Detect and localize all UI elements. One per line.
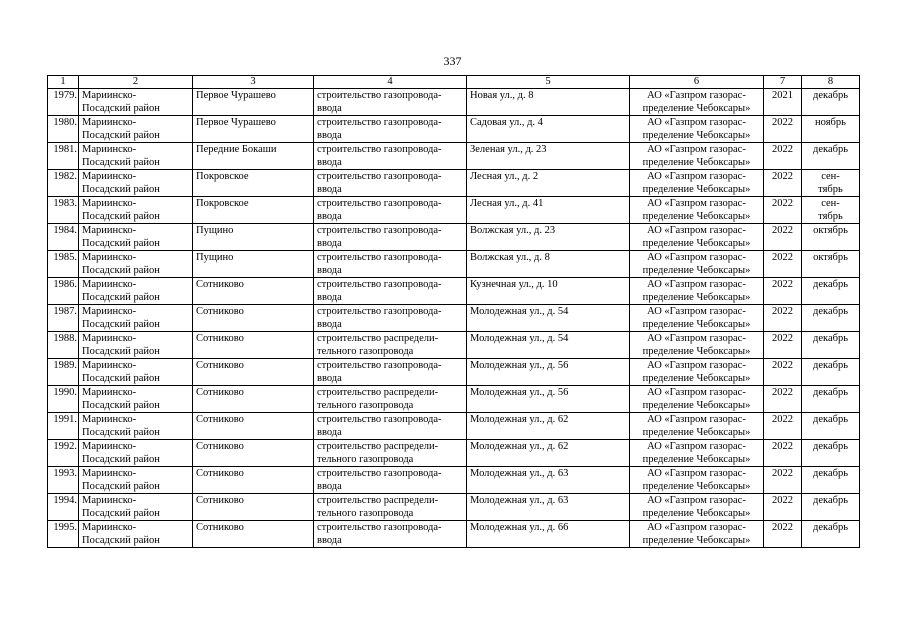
organization-cell — [630, 440, 764, 467]
address-cell: Молодежная ул., д. 54 — [467, 332, 630, 359]
month-cell-line: декабрь — [813, 414, 848, 425]
address-cell: Садовая ул., д. 4 — [467, 116, 630, 143]
district-cell-line: Мариинско- — [82, 144, 137, 155]
district-cell-line: Мариинско- — [82, 468, 137, 479]
month-cell — [802, 116, 860, 143]
column-number-row — [48, 76, 860, 89]
work-type-cell — [314, 494, 467, 521]
work-type-cell-line: строительство газопровода- — [317, 117, 442, 128]
work-type-cell-line: тельного газопровода — [317, 454, 414, 465]
locality-cell: Первое Чурашево — [193, 116, 314, 143]
table-body — [48, 76, 860, 548]
district-cell — [79, 143, 193, 170]
month-cell-line: декабрь — [813, 306, 848, 317]
month-cell-line: октябрь — [813, 252, 848, 263]
locality-cell: Сотниково — [193, 332, 314, 359]
work-type-cell — [314, 332, 467, 359]
address-cell: Молодежная ул., д. 66 — [467, 521, 630, 548]
district-cell — [79, 224, 193, 251]
row-number-cell: 1993. — [48, 467, 79, 494]
gasification-table — [47, 75, 860, 548]
work-type-cell-line: ввода — [317, 103, 342, 114]
row-number-cell: 1989. — [48, 359, 79, 386]
organization-cell — [630, 467, 764, 494]
district-cell-line: Мариинско- — [82, 495, 137, 506]
district-cell-line: Посадский район — [82, 454, 160, 465]
work-type-cell-line: строительство газопровода- — [317, 144, 442, 155]
address-cell: Зеленая ул., д. 23 — [467, 143, 630, 170]
organization-cell — [630, 305, 764, 332]
month-cell-line: декабрь — [813, 495, 848, 506]
district-cell-line: Мариинско- — [82, 306, 137, 317]
work-type-cell-line: строительство распредели- — [317, 441, 439, 452]
organization-cell — [630, 224, 764, 251]
work-type-cell-line: тельного газопровода — [317, 346, 414, 357]
table-row — [48, 521, 860, 548]
locality-cell: Сотниково — [193, 413, 314, 440]
organization-cell — [630, 521, 764, 548]
work-type-cell-line: ввода — [317, 265, 342, 276]
work-type-cell — [314, 170, 467, 197]
table-row — [48, 494, 860, 521]
column-number: 8 — [802, 76, 860, 89]
district-cell-line: Мариинско- — [82, 252, 137, 263]
district-cell-line: Посадский район — [82, 346, 160, 357]
work-type-cell-line: тельного газопровода — [317, 508, 414, 519]
column-number: 2 — [79, 76, 193, 89]
organization-cell-line: АО «Газпром газорас- — [647, 306, 746, 317]
organization-cell-line: пределение Чебоксары» — [642, 535, 751, 546]
table-row — [48, 440, 860, 467]
locality-cell: Сотниково — [193, 440, 314, 467]
organization-cell — [630, 197, 764, 224]
organization-cell-line: пределение Чебоксары» — [642, 238, 751, 249]
table-row — [48, 386, 860, 413]
month-cell-line: тябрь — [818, 184, 843, 195]
district-cell-line: Посадский район — [82, 373, 160, 384]
month-cell-line: сен- — [821, 171, 840, 182]
row-number-cell: 1985. — [48, 251, 79, 278]
work-type-cell-line: строительство газопровода- — [317, 306, 442, 317]
district-cell-line: Посадский район — [82, 211, 160, 222]
row-number-cell: 1991. — [48, 413, 79, 440]
month-cell — [802, 359, 860, 386]
work-type-cell-line: ввода — [317, 319, 342, 330]
year-cell: 2022 — [764, 413, 802, 440]
locality-cell: Покровское — [193, 197, 314, 224]
work-type-cell — [314, 197, 467, 224]
month-cell — [802, 386, 860, 413]
month-cell-line: тябрь — [818, 211, 843, 222]
locality-cell: Сотниково — [193, 386, 314, 413]
month-cell — [802, 224, 860, 251]
organization-cell-line: пределение Чебоксары» — [642, 319, 751, 330]
address-cell: Молодежная ул., д. 56 — [467, 386, 630, 413]
work-type-cell-line: тельного газопровода — [317, 400, 414, 411]
work-type-cell-line: строительство распредели- — [317, 495, 439, 506]
table-row — [48, 278, 860, 305]
locality-cell: Пущино — [193, 224, 314, 251]
address-cell: Волжская ул., д. 23 — [467, 224, 630, 251]
district-cell-line: Посадский район — [82, 481, 160, 492]
organization-cell-line: АО «Газпром газорас- — [647, 225, 746, 236]
work-type-cell-line: строительство газопровода- — [317, 279, 442, 290]
organization-cell-line: пределение Чебоксары» — [642, 508, 751, 519]
district-cell-line: Посадский район — [82, 103, 160, 114]
year-cell: 2022 — [764, 197, 802, 224]
year-cell: 2022 — [764, 386, 802, 413]
district-cell — [79, 359, 193, 386]
work-type-cell — [314, 467, 467, 494]
row-number-cell: 1987. — [48, 305, 79, 332]
organization-cell — [630, 494, 764, 521]
organization-cell-line: пределение Чебоксары» — [642, 103, 751, 114]
column-number: 7 — [764, 76, 802, 89]
month-cell — [802, 278, 860, 305]
organization-cell-line: пределение Чебоксары» — [642, 130, 751, 141]
work-type-cell-line: ввода — [317, 238, 342, 249]
row-number-cell: 1981. — [48, 143, 79, 170]
organization-cell-line: пределение Чебоксары» — [642, 454, 751, 465]
work-type-cell-line: строительство газопровода- — [317, 90, 442, 101]
year-cell: 2022 — [764, 278, 802, 305]
month-cell — [802, 197, 860, 224]
district-cell-line: Мариинско- — [82, 171, 137, 182]
column-number: 4 — [314, 76, 467, 89]
work-type-cell-line: строительство газопровода- — [317, 414, 442, 425]
month-cell — [802, 332, 860, 359]
month-cell — [802, 521, 860, 548]
district-cell — [79, 116, 193, 143]
district-cell — [79, 440, 193, 467]
table-row — [48, 89, 860, 116]
organization-cell-line: АО «Газпром газорас- — [647, 279, 746, 290]
organization-cell-line: пределение Чебоксары» — [642, 184, 751, 195]
district-cell-line: Посадский район — [82, 400, 160, 411]
year-cell: 2022 — [764, 116, 802, 143]
organization-cell-line: АО «Газпром газорас- — [647, 414, 746, 425]
work-type-cell — [314, 224, 467, 251]
organization-cell — [630, 359, 764, 386]
month-cell — [802, 413, 860, 440]
work-type-cell — [314, 386, 467, 413]
month-cell-line: ноябрь — [815, 117, 846, 128]
organization-cell — [630, 278, 764, 305]
organization-cell-line: пределение Чебоксары» — [642, 211, 751, 222]
district-cell-line: Посадский район — [82, 130, 160, 141]
organization-cell-line: пределение Чебоксары» — [642, 373, 751, 384]
organization-cell-line: АО «Газпром газорас- — [647, 90, 746, 101]
month-cell — [802, 89, 860, 116]
work-type-cell-line: строительство газопровода- — [317, 522, 442, 533]
organization-cell-line: АО «Газпром газорас- — [647, 144, 746, 155]
district-cell-line: Мариинско- — [82, 225, 137, 236]
address-cell: Лесная ул., д. 41 — [467, 197, 630, 224]
work-type-cell-line: строительство газопровода- — [317, 198, 442, 209]
row-number-cell: 1982. — [48, 170, 79, 197]
organization-cell-line: АО «Газпром газорас- — [647, 360, 746, 371]
month-cell-line: декабрь — [813, 387, 848, 398]
work-type-cell — [314, 521, 467, 548]
table-row — [48, 332, 860, 359]
column-number: 5 — [467, 76, 630, 89]
organization-cell — [630, 251, 764, 278]
table-row — [48, 224, 860, 251]
district-cell — [79, 89, 193, 116]
month-cell-line: сен- — [821, 198, 840, 209]
work-type-cell — [314, 143, 467, 170]
organization-cell-line: АО «Газпром газорас- — [647, 333, 746, 344]
table-row — [48, 143, 860, 170]
organization-cell-line: АО «Газпром газорас- — [647, 468, 746, 479]
work-type-cell-line: ввода — [317, 130, 342, 141]
address-cell: Новая ул., д. 8 — [467, 89, 630, 116]
work-type-cell-line: ввода — [317, 373, 342, 384]
district-cell-line: Мариинско- — [82, 279, 137, 290]
year-cell: 2022 — [764, 143, 802, 170]
organization-cell — [630, 170, 764, 197]
table-row — [48, 305, 860, 332]
locality-cell: Передние Бокаши — [193, 143, 314, 170]
district-cell-line: Мариинско- — [82, 441, 137, 452]
column-number: 6 — [630, 76, 764, 89]
organization-cell — [630, 413, 764, 440]
table-row — [48, 197, 860, 224]
work-type-cell-line: строительство газопровода- — [317, 225, 442, 236]
month-cell-line: октябрь — [813, 225, 848, 236]
district-cell-line: Посадский район — [82, 508, 160, 519]
locality-cell: Первое Чурашево — [193, 89, 314, 116]
address-cell: Молодежная ул., д. 62 — [467, 440, 630, 467]
district-cell — [79, 251, 193, 278]
work-type-cell-line: ввода — [317, 157, 342, 168]
year-cell: 2021 — [764, 89, 802, 116]
locality-cell: Сотниково — [193, 521, 314, 548]
month-cell-line: декабрь — [813, 90, 848, 101]
district-cell-line: Посадский район — [82, 292, 160, 303]
row-number-cell: 1984. — [48, 224, 79, 251]
month-cell — [802, 467, 860, 494]
month-cell — [802, 494, 860, 521]
year-cell: 2022 — [764, 251, 802, 278]
year-cell: 2022 — [764, 305, 802, 332]
organization-cell — [630, 143, 764, 170]
month-cell-line: декабрь — [813, 468, 848, 479]
row-number-cell: 1994. — [48, 494, 79, 521]
year-cell: 2022 — [764, 440, 802, 467]
district-cell — [79, 170, 193, 197]
work-type-cell — [314, 359, 467, 386]
row-number-cell: 1986. — [48, 278, 79, 305]
row-number-cell: 1995. — [48, 521, 79, 548]
locality-cell: Сотниково — [193, 359, 314, 386]
locality-cell: Пущино — [193, 251, 314, 278]
table-row — [48, 170, 860, 197]
work-type-cell-line: строительство газопровода- — [317, 252, 442, 263]
work-type-cell-line: строительство распредели- — [317, 387, 439, 398]
organization-cell-line: АО «Газпром газорас- — [647, 252, 746, 263]
district-cell — [79, 413, 193, 440]
month-cell — [802, 143, 860, 170]
month-cell — [802, 251, 860, 278]
table-row — [48, 251, 860, 278]
month-cell — [802, 440, 860, 467]
district-cell-line: Посадский район — [82, 238, 160, 249]
work-type-cell — [314, 440, 467, 467]
year-cell: 2022 — [764, 467, 802, 494]
month-cell-line: декабрь — [813, 360, 848, 371]
table-row — [48, 467, 860, 494]
district-cell-line: Мариинско- — [82, 198, 137, 209]
year-cell: 2022 — [764, 494, 802, 521]
work-type-cell-line: ввода — [317, 427, 342, 438]
district-cell-line: Мариинско- — [82, 90, 137, 101]
district-cell-line: Посадский район — [82, 184, 160, 195]
district-cell-line: Мариинско- — [82, 522, 137, 533]
month-cell — [802, 170, 860, 197]
row-number-cell: 1988. — [48, 332, 79, 359]
organization-cell-line: АО «Газпром газорас- — [647, 522, 746, 533]
organization-cell-line: АО «Газпром газорас- — [647, 495, 746, 506]
work-type-cell-line: ввода — [317, 211, 342, 222]
work-type-cell — [314, 413, 467, 440]
district-cell — [79, 494, 193, 521]
organization-cell-line: АО «Газпром газорас- — [647, 117, 746, 128]
locality-cell: Покровское — [193, 170, 314, 197]
organization-cell — [630, 116, 764, 143]
organization-cell-line: пределение Чебоксары» — [642, 292, 751, 303]
district-cell-line: Мариинско- — [82, 360, 137, 371]
month-cell — [802, 305, 860, 332]
month-cell-line: декабрь — [813, 522, 848, 533]
district-cell-line: Посадский район — [82, 157, 160, 168]
row-number-cell: 1983. — [48, 197, 79, 224]
table-row — [48, 413, 860, 440]
district-cell-line: Мариинско- — [82, 414, 137, 425]
year-cell: 2022 — [764, 224, 802, 251]
address-cell: Волжская ул., д. 8 — [467, 251, 630, 278]
work-type-cell-line: ввода — [317, 292, 342, 303]
month-cell-line: декабрь — [813, 441, 848, 452]
work-type-cell — [314, 89, 467, 116]
month-cell-line: декабрь — [813, 144, 848, 155]
address-cell: Молодежная ул., д. 63 — [467, 494, 630, 521]
organization-cell-line: пределение Чебоксары» — [642, 157, 751, 168]
address-cell: Молодежная ул., д. 56 — [467, 359, 630, 386]
organization-cell-line: АО «Газпром газорас- — [647, 387, 746, 398]
address-cell: Лесная ул., д. 2 — [467, 170, 630, 197]
row-number-cell: 1992. — [48, 440, 79, 467]
month-cell-line: декабрь — [813, 333, 848, 344]
district-cell-line: Посадский район — [82, 265, 160, 276]
organization-cell — [630, 332, 764, 359]
page-number: 337 — [443, 54, 462, 68]
address-cell: Кузнечная ул., д. 10 — [467, 278, 630, 305]
district-cell — [79, 305, 193, 332]
organization-cell-line: АО «Газпром газорас- — [647, 171, 746, 182]
district-cell-line: Мариинско- — [82, 333, 137, 344]
work-type-cell — [314, 251, 467, 278]
table-row — [48, 359, 860, 386]
month-cell-line: декабрь — [813, 279, 848, 290]
organization-cell-line: пределение Чебоксары» — [642, 265, 751, 276]
district-cell-line: Посадский район — [82, 319, 160, 330]
district-cell-line: Мариинско- — [82, 387, 137, 398]
address-cell: Молодежная ул., д. 62 — [467, 413, 630, 440]
locality-cell: Сотниково — [193, 278, 314, 305]
work-type-cell — [314, 278, 467, 305]
year-cell: 2022 — [764, 521, 802, 548]
organization-cell — [630, 386, 764, 413]
address-cell: Молодежная ул., д. 63 — [467, 467, 630, 494]
work-type-cell-line: строительство газопровода- — [317, 468, 442, 479]
district-cell — [79, 197, 193, 224]
district-cell-line: Мариинско- — [82, 117, 137, 128]
work-type-cell-line: строительство распредели- — [317, 333, 439, 344]
work-type-cell-line: строительство газопровода- — [317, 171, 442, 182]
year-cell: 2022 — [764, 332, 802, 359]
work-type-cell-line: ввода — [317, 184, 342, 195]
locality-cell: Сотниково — [193, 305, 314, 332]
district-cell — [79, 467, 193, 494]
address-cell: Молодежная ул., д. 54 — [467, 305, 630, 332]
organization-cell — [630, 89, 764, 116]
year-cell: 2022 — [764, 359, 802, 386]
organization-cell-line: пределение Чебоксары» — [642, 400, 751, 411]
work-type-cell-line: ввода — [317, 535, 342, 546]
organization-cell-line: пределение Чебоксары» — [642, 346, 751, 357]
organization-cell-line: АО «Газпром газорас- — [647, 198, 746, 209]
table-row — [48, 116, 860, 143]
work-type-cell-line: строительство газопровода- — [317, 360, 442, 371]
district-cell-line: Посадский район — [82, 535, 160, 546]
column-number: 3 — [193, 76, 314, 89]
organization-cell-line: пределение Чебоксары» — [642, 481, 751, 492]
district-cell — [79, 521, 193, 548]
year-cell: 2022 — [764, 170, 802, 197]
column-number: 1 — [48, 76, 79, 89]
district-cell — [79, 332, 193, 359]
work-type-cell — [314, 305, 467, 332]
work-type-cell-line: ввода — [317, 481, 342, 492]
row-number-cell: 1980. — [48, 116, 79, 143]
row-number-cell: 1990. — [48, 386, 79, 413]
organization-cell-line: пределение Чебоксары» — [642, 427, 751, 438]
row-number-cell: 1979. — [48, 89, 79, 116]
locality-cell: Сотниково — [193, 467, 314, 494]
organization-cell-line: АО «Газпром газорас- — [647, 441, 746, 452]
locality-cell: Сотниково — [193, 494, 314, 521]
district-cell-line: Посадский район — [82, 427, 160, 438]
district-cell — [79, 386, 193, 413]
work-type-cell — [314, 116, 467, 143]
district-cell — [79, 278, 193, 305]
